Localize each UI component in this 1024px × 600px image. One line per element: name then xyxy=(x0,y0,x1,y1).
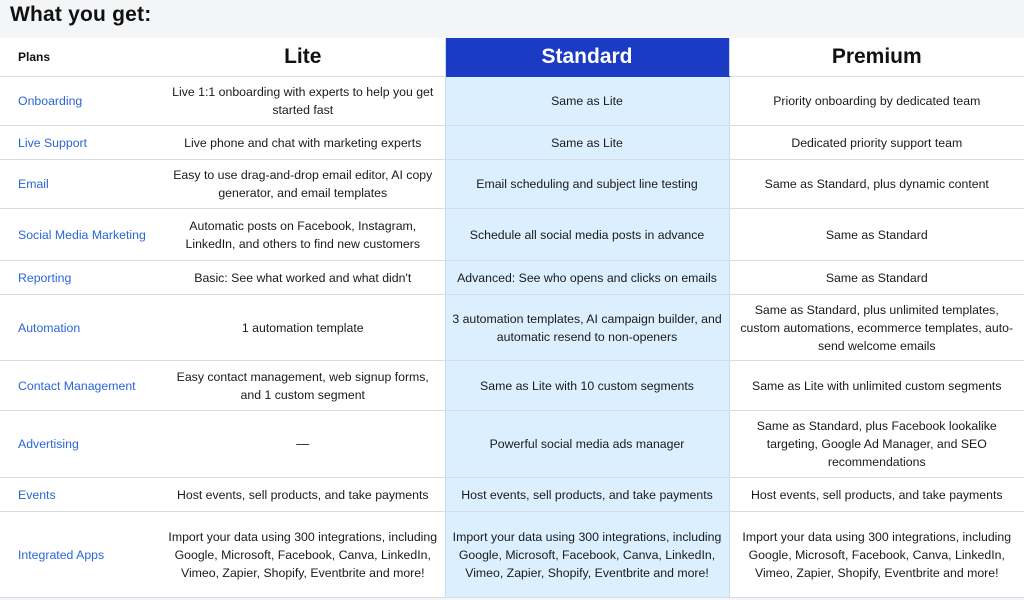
table-row-advertising xyxy=(0,411,1024,478)
plan-header-lite: Lite xyxy=(161,38,445,77)
cell-standard: Email scheduling and subject line testing xyxy=(445,160,729,209)
cell-premium: Same as Standard, plus dynamic content xyxy=(729,160,1024,209)
cell-standard: Host events, sell products, and take payments xyxy=(445,478,729,512)
cell-premium: Priority onboarding by dedicated team xyxy=(729,77,1024,126)
cell-lite: Easy contact management, web signup forms, and 1 custom segment xyxy=(161,361,445,411)
cell-standard: Same as Lite xyxy=(445,77,729,126)
table-row-events xyxy=(0,478,1024,512)
cell-premium: Same as Standard xyxy=(729,209,1024,261)
plan-header-premium: Premium xyxy=(729,38,1024,77)
cell-lite: Live 1:1 onboarding with experts to help you get started fast xyxy=(161,77,445,126)
plan-header-standard: Standard xyxy=(445,38,729,77)
feature-link-integrated-apps[interactable]: Integrated Apps xyxy=(0,512,161,598)
cell-premium: Host events, sell products, and take payments xyxy=(729,478,1024,512)
plan-comparison-table xyxy=(0,38,1024,598)
feature-link-email[interactable]: Email xyxy=(0,160,161,209)
cell-lite: Host events, sell products, and take payments xyxy=(161,478,445,512)
cell-premium: Same as Standard, plus unlimited templates, custom automations, ecommerce templates, auto-send welcome emails xyxy=(729,295,1024,361)
table-row-live-support xyxy=(0,126,1024,160)
feature-link-live-support[interactable]: Live Support xyxy=(0,126,161,160)
cell-lite: 1 automation template xyxy=(161,295,445,361)
feature-link-social-media-marketing[interactable]: Social Media Marketing xyxy=(0,209,161,261)
feature-link-automation[interactable]: Automation xyxy=(0,295,161,361)
table-row-social-media-marketing xyxy=(0,209,1024,261)
cell-premium: Dedicated priority support team xyxy=(729,126,1024,160)
cell-standard: Import your data using 300 integrations, including Google, Microsoft, Facebook, Canva, LinkedIn, Vimeo, Zapier, Shopify, Eventbrite and more! xyxy=(445,512,729,598)
cell-premium: Same as Standard, plus Facebook lookalike targeting, Google Ad Manager, and SEO recommendations xyxy=(729,411,1024,478)
feature-link-reporting[interactable]: Reporting xyxy=(0,261,161,295)
cell-lite-empty-dash: — xyxy=(161,411,445,478)
cell-lite: Basic: See what worked and what didn't xyxy=(161,261,445,295)
cell-premium: Same as Standard xyxy=(729,261,1024,295)
cell-premium: Same as Lite with unlimited custom segments xyxy=(729,361,1024,411)
cell-standard: 3 automation templates, AI campaign builder, and automatic resend to non-openers xyxy=(445,295,729,361)
feature-link-advertising[interactable]: Advertising xyxy=(0,411,161,478)
cell-premium: Import your data using 300 integrations, including Google, Microsoft, Facebook, Canva, LinkedIn, Vimeo, Zapier, Shopify, Eventbrite and more! xyxy=(729,512,1024,598)
table-row-email xyxy=(0,160,1024,209)
table-row-reporting xyxy=(0,261,1024,295)
table-row-contact-management xyxy=(0,361,1024,411)
table-row-onboarding xyxy=(0,77,1024,126)
feature-link-onboarding[interactable]: Onboarding xyxy=(0,77,161,126)
table-row-automation xyxy=(0,295,1024,361)
cell-standard: Schedule all social media posts in advance xyxy=(445,209,729,261)
cell-lite: Easy to use drag-and-drop email editor, AI copy generator, and email templates xyxy=(161,160,445,209)
page-title: What you get: xyxy=(10,3,152,26)
cell-standard: Same as Lite xyxy=(445,126,729,160)
plans-label: Plans xyxy=(0,38,161,77)
cell-lite: Automatic posts on Facebook, Instagram, LinkedIn, and others to find new customers xyxy=(161,209,445,261)
cell-lite: Live phone and chat with marketing experts xyxy=(161,126,445,160)
table-header-row xyxy=(0,38,1024,77)
cell-standard: Same as Lite with 10 custom segments xyxy=(445,361,729,411)
cell-standard: Advanced: See who opens and clicks on emails xyxy=(445,261,729,295)
cell-lite: Import your data using 300 integrations, including Google, Microsoft, Facebook, Canva, LinkedIn, Vimeo, Zapier, Shopify, Eventbrite and more! xyxy=(161,512,445,598)
table-row-integrated-apps xyxy=(0,512,1024,598)
feature-link-events[interactable]: Events xyxy=(0,478,161,512)
cell-standard: Powerful social media ads manager xyxy=(445,411,729,478)
feature-link-contact-management[interactable]: Contact Management xyxy=(0,361,161,411)
